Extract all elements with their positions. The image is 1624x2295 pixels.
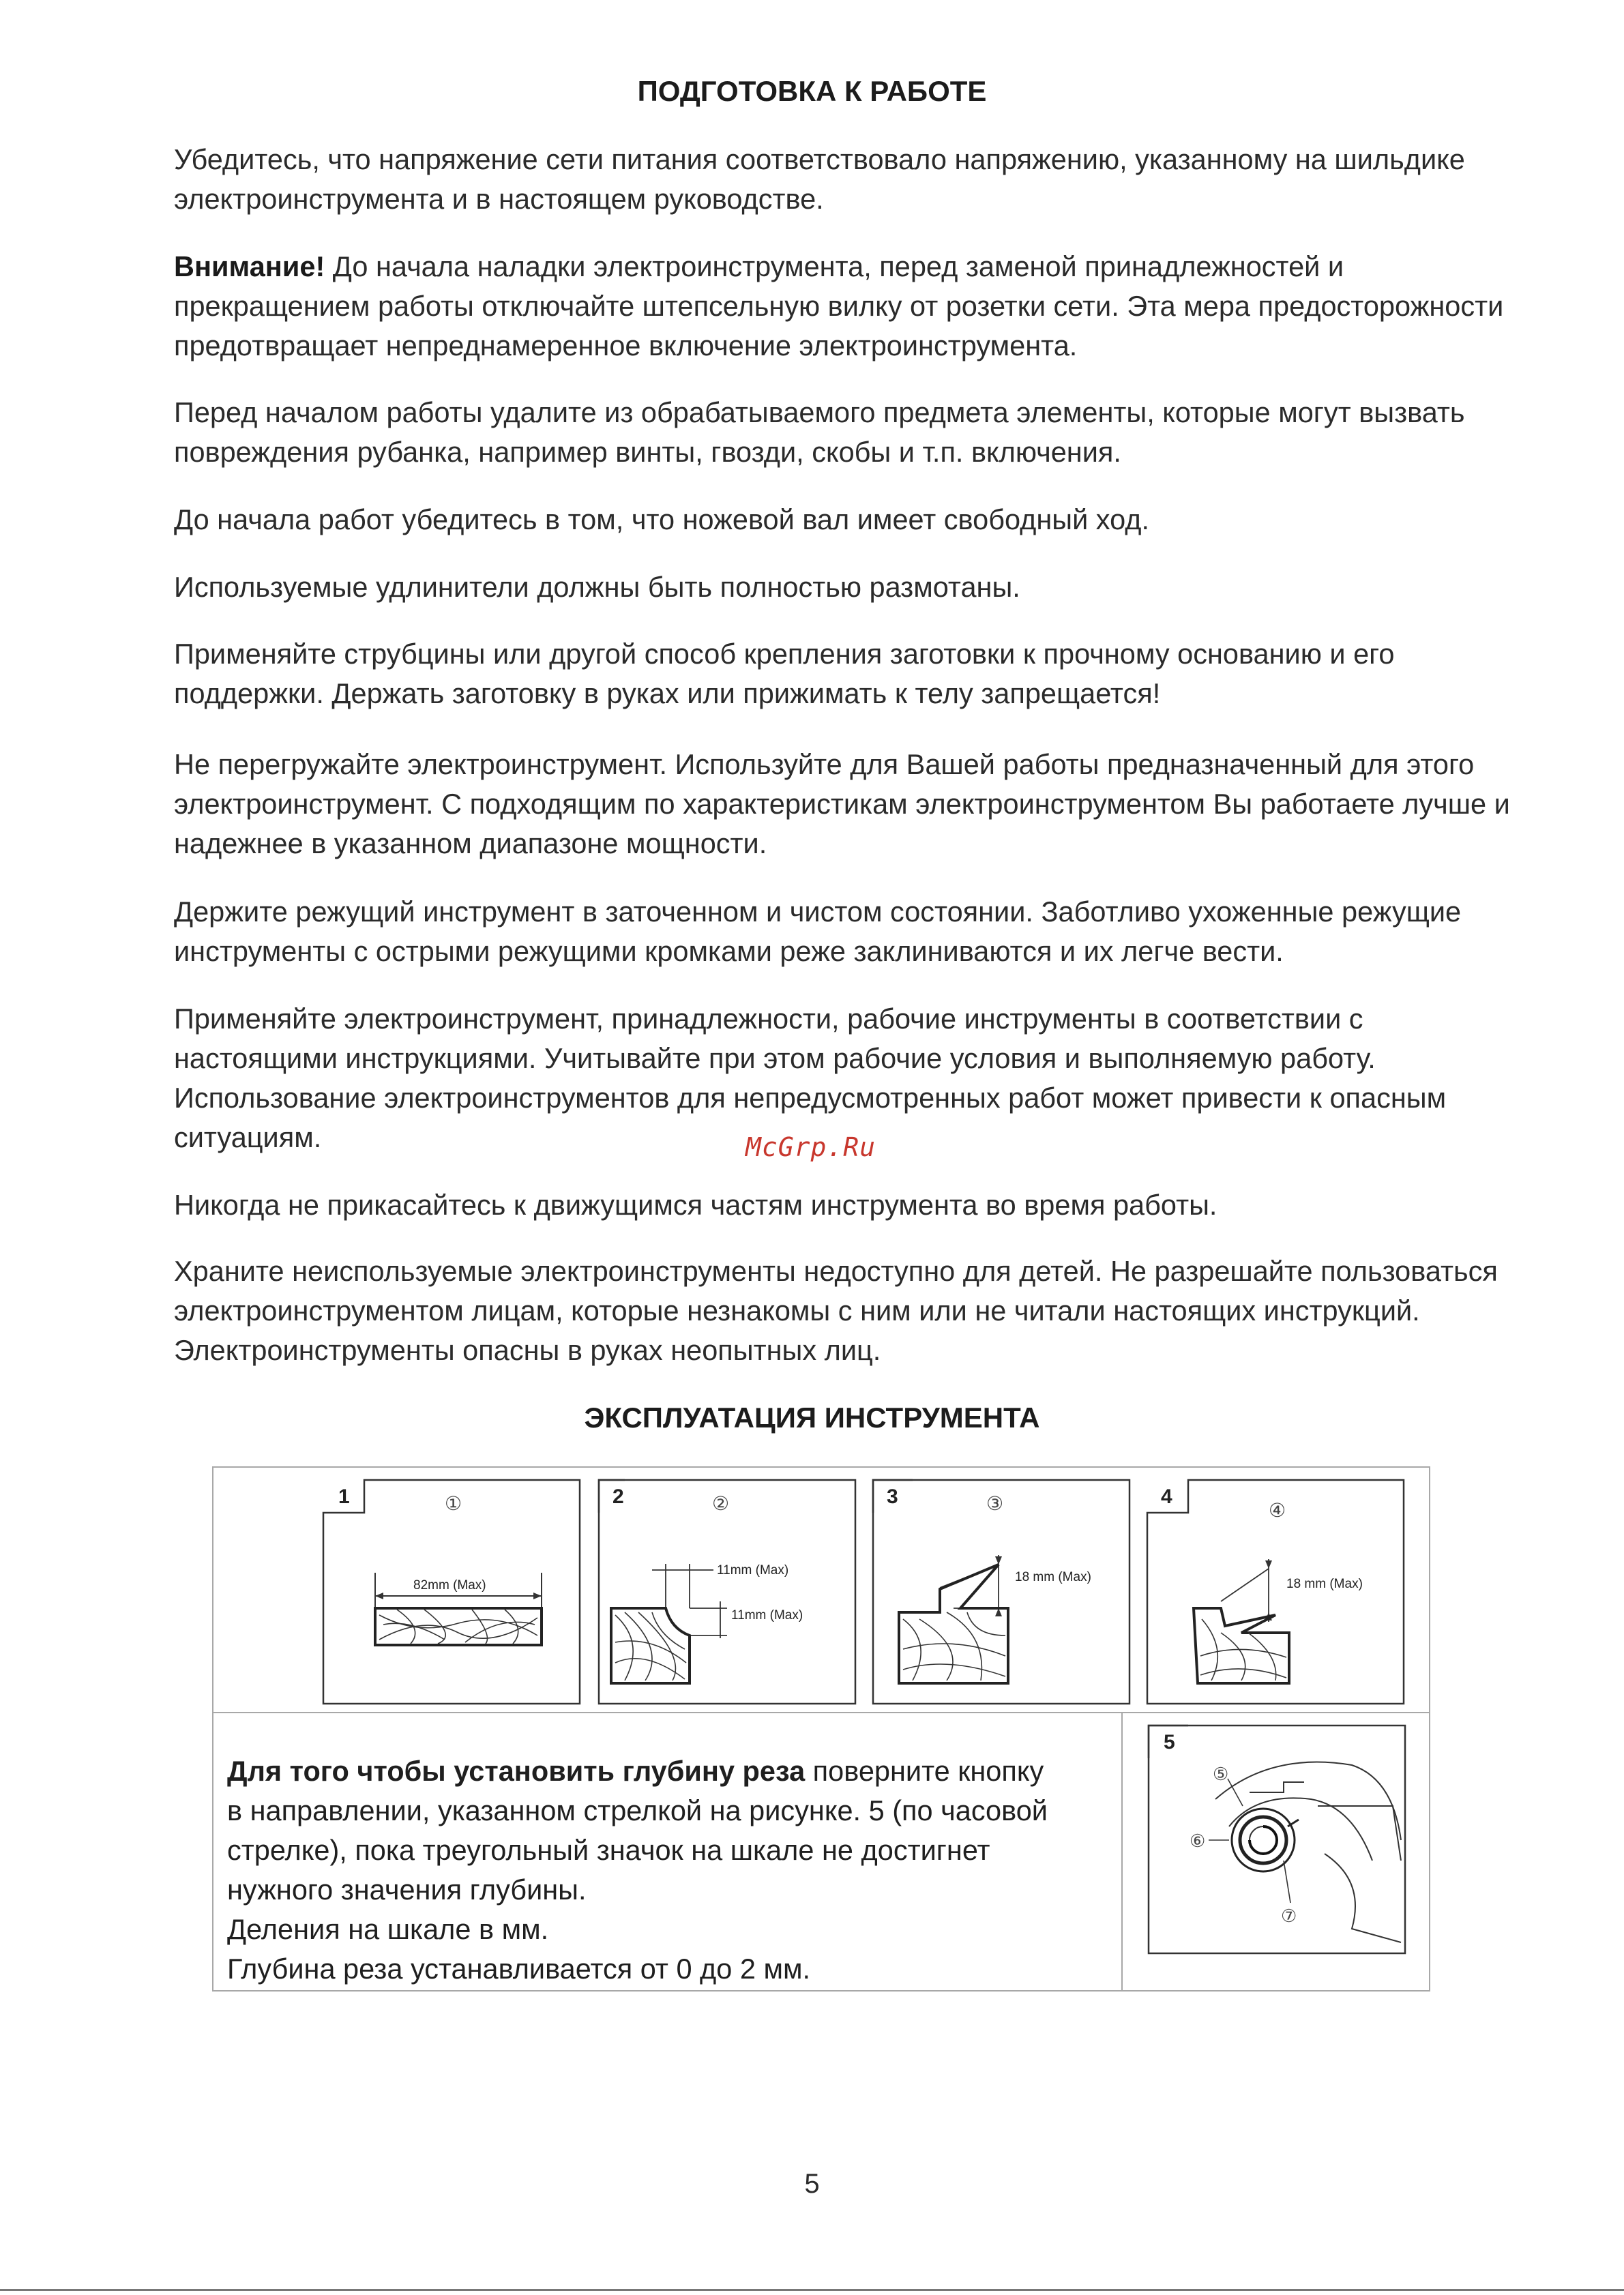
- figure-3-number: 3: [887, 1485, 898, 1508]
- figure-1-callout: ①: [445, 1493, 462, 1514]
- paragraph-storage: Храните неиспользуемые электроинструменты недоступно для детей. Не разрешайте пользоваться электроинструментом лицам, которые незнакомы с ним или не читали настоящих инструкций. Электроинструменты опасны в руках неопытных лиц.: [174, 1255, 1498, 1366]
- depth-line5: Деления на шкале в мм.: [227, 1913, 549, 1945]
- depth-line3: стрелке), пока треугольный значок на шкале не достигнет: [227, 1834, 990, 1866]
- warning-label: Внимание!: [174, 250, 325, 282]
- figure-2-callout: ②: [712, 1493, 730, 1514]
- depth-line2: в направлении, указанном стрелкой на рисунке. 5 (по часовой: [227, 1794, 1048, 1826]
- figure-3-dimension-label: 18 mm (Max): [1015, 1570, 1091, 1584]
- depth-line6: Глубина реза устанавливается от 0 до 2 мм.: [227, 1953, 811, 1985]
- table-row-divider: [212, 1712, 1430, 1713]
- figure-3: [872, 1479, 1131, 1705]
- figure-1: [322, 1479, 581, 1705]
- paragraph-use-per-instructions: Применяйте электроинструмент, принадлежности, рабочие инструменты в соответствии с настоящими инструкциями. Учитывайте при этом рабочие условия и выполняемую работу. Использование электроинструментов для непредусмотренных работ может привести к опасным ситуациям.: [174, 1003, 1447, 1153]
- paragraph-sharp-tools: Держите режущий инструмент в заточенном и чистом состоянии. Заботливо ухоженные режущие инструменты с острыми режущими кромками реже заклиниваются и их легче вести.: [174, 895, 1462, 967]
- figure-2: [597, 1479, 857, 1705]
- depth-line4: нужного значения глубины.: [227, 1874, 587, 1906]
- figure-5-callout-5: ⑤: [1213, 1764, 1229, 1784]
- figure-4: [1146, 1479, 1405, 1705]
- figure-4-callout: ④: [1269, 1500, 1286, 1521]
- figure-5-callout-6: ⑥: [1190, 1831, 1206, 1851]
- watermark: McGrp.Ru: [745, 1132, 876, 1162]
- figure-1-dimension-label: 82mm (Max): [413, 1578, 486, 1593]
- figure-2-height-label: 11mm (Max): [731, 1608, 803, 1623]
- paragraph-warning: [174, 247, 1511, 366]
- figure-5-callout-7: ⑦: [1281, 1906, 1297, 1926]
- page-number: 5: [804, 2169, 820, 2199]
- figure-2-number: 2: [612, 1485, 624, 1508]
- paragraph-remove-items: Перед началом работы удалите из обрабатываемого предмета элементы, которые могут вызвать повреждения рубанка, например винты, гвозди, скобы и т.п. включения.: [174, 396, 1465, 468]
- paragraph-clamps: Применяйте струбцины или другой способ крепления заготовки к прочному основанию и его поддержки. Держать заготовку в руках или прижимать к телу запрещается!: [174, 638, 1395, 709]
- paragraph-knife-shaft: До начала работ убедитесь в том, что ножевой вал имеет свободный ход.: [174, 503, 1150, 535]
- figure-2-width-label: 11mm (Max): [717, 1563, 789, 1578]
- paragraph-no-overload: Не перегружайте электроинструмент. Используйте для Вашей работы предназначенный для этого электроинструмент. С подходящим по характеристикам электроинструментом Вы работаете лучше и надежнее в указанном диапазоне мощности.: [174, 748, 1510, 859]
- figure-5-number: 5: [1164, 1731, 1175, 1753]
- table-column-divider: [1121, 1712, 1123, 1992]
- figure-5: [1147, 1724, 1406, 1956]
- depth-instructions: [227, 1751, 1107, 1989]
- paragraph-moving-parts: Никогда не прикасайтесь к движущимся частям инструмента во время работы.: [174, 1189, 1217, 1221]
- warning-text: До начала наладки электроинструмента, перед заменой принадлежностей и прекращением работы отключайте штепсельную вилку от розетки сети. Эта мера предосторожности предотвращает непреднамеренное включение электроинструмента.: [174, 250, 1504, 361]
- bottom-rule: [0, 2289, 1624, 2291]
- figure-4-dimension-label: 18 mm (Max): [1286, 1577, 1363, 1591]
- section-title-preparation: ПОДГОТОВКА К РАБОТЕ: [637, 75, 987, 107]
- figure-3-callout: ③: [986, 1493, 1004, 1514]
- figure-1-number: 1: [338, 1485, 350, 1508]
- depth-bold-lead: Для того чтобы установить глубину реза: [227, 1755, 806, 1787]
- figure-4-number: 4: [1161, 1485, 1172, 1508]
- paragraph-extension-cords: Используемые удлинители должны быть полностью размотаны.: [174, 571, 1020, 603]
- paragraph-voltage: Убедитесь, что напряжение сети питания соответствовало напряжению, указанному на шильдике электроинструмента и в настоящем руководстве.: [174, 143, 1465, 215]
- depth-line1-rest: поверните кнопку: [805, 1755, 1044, 1787]
- section-title-operation: ЭКСПЛУАТАЦИЯ ИНСТРУМЕНТА: [584, 1402, 1040, 1434]
